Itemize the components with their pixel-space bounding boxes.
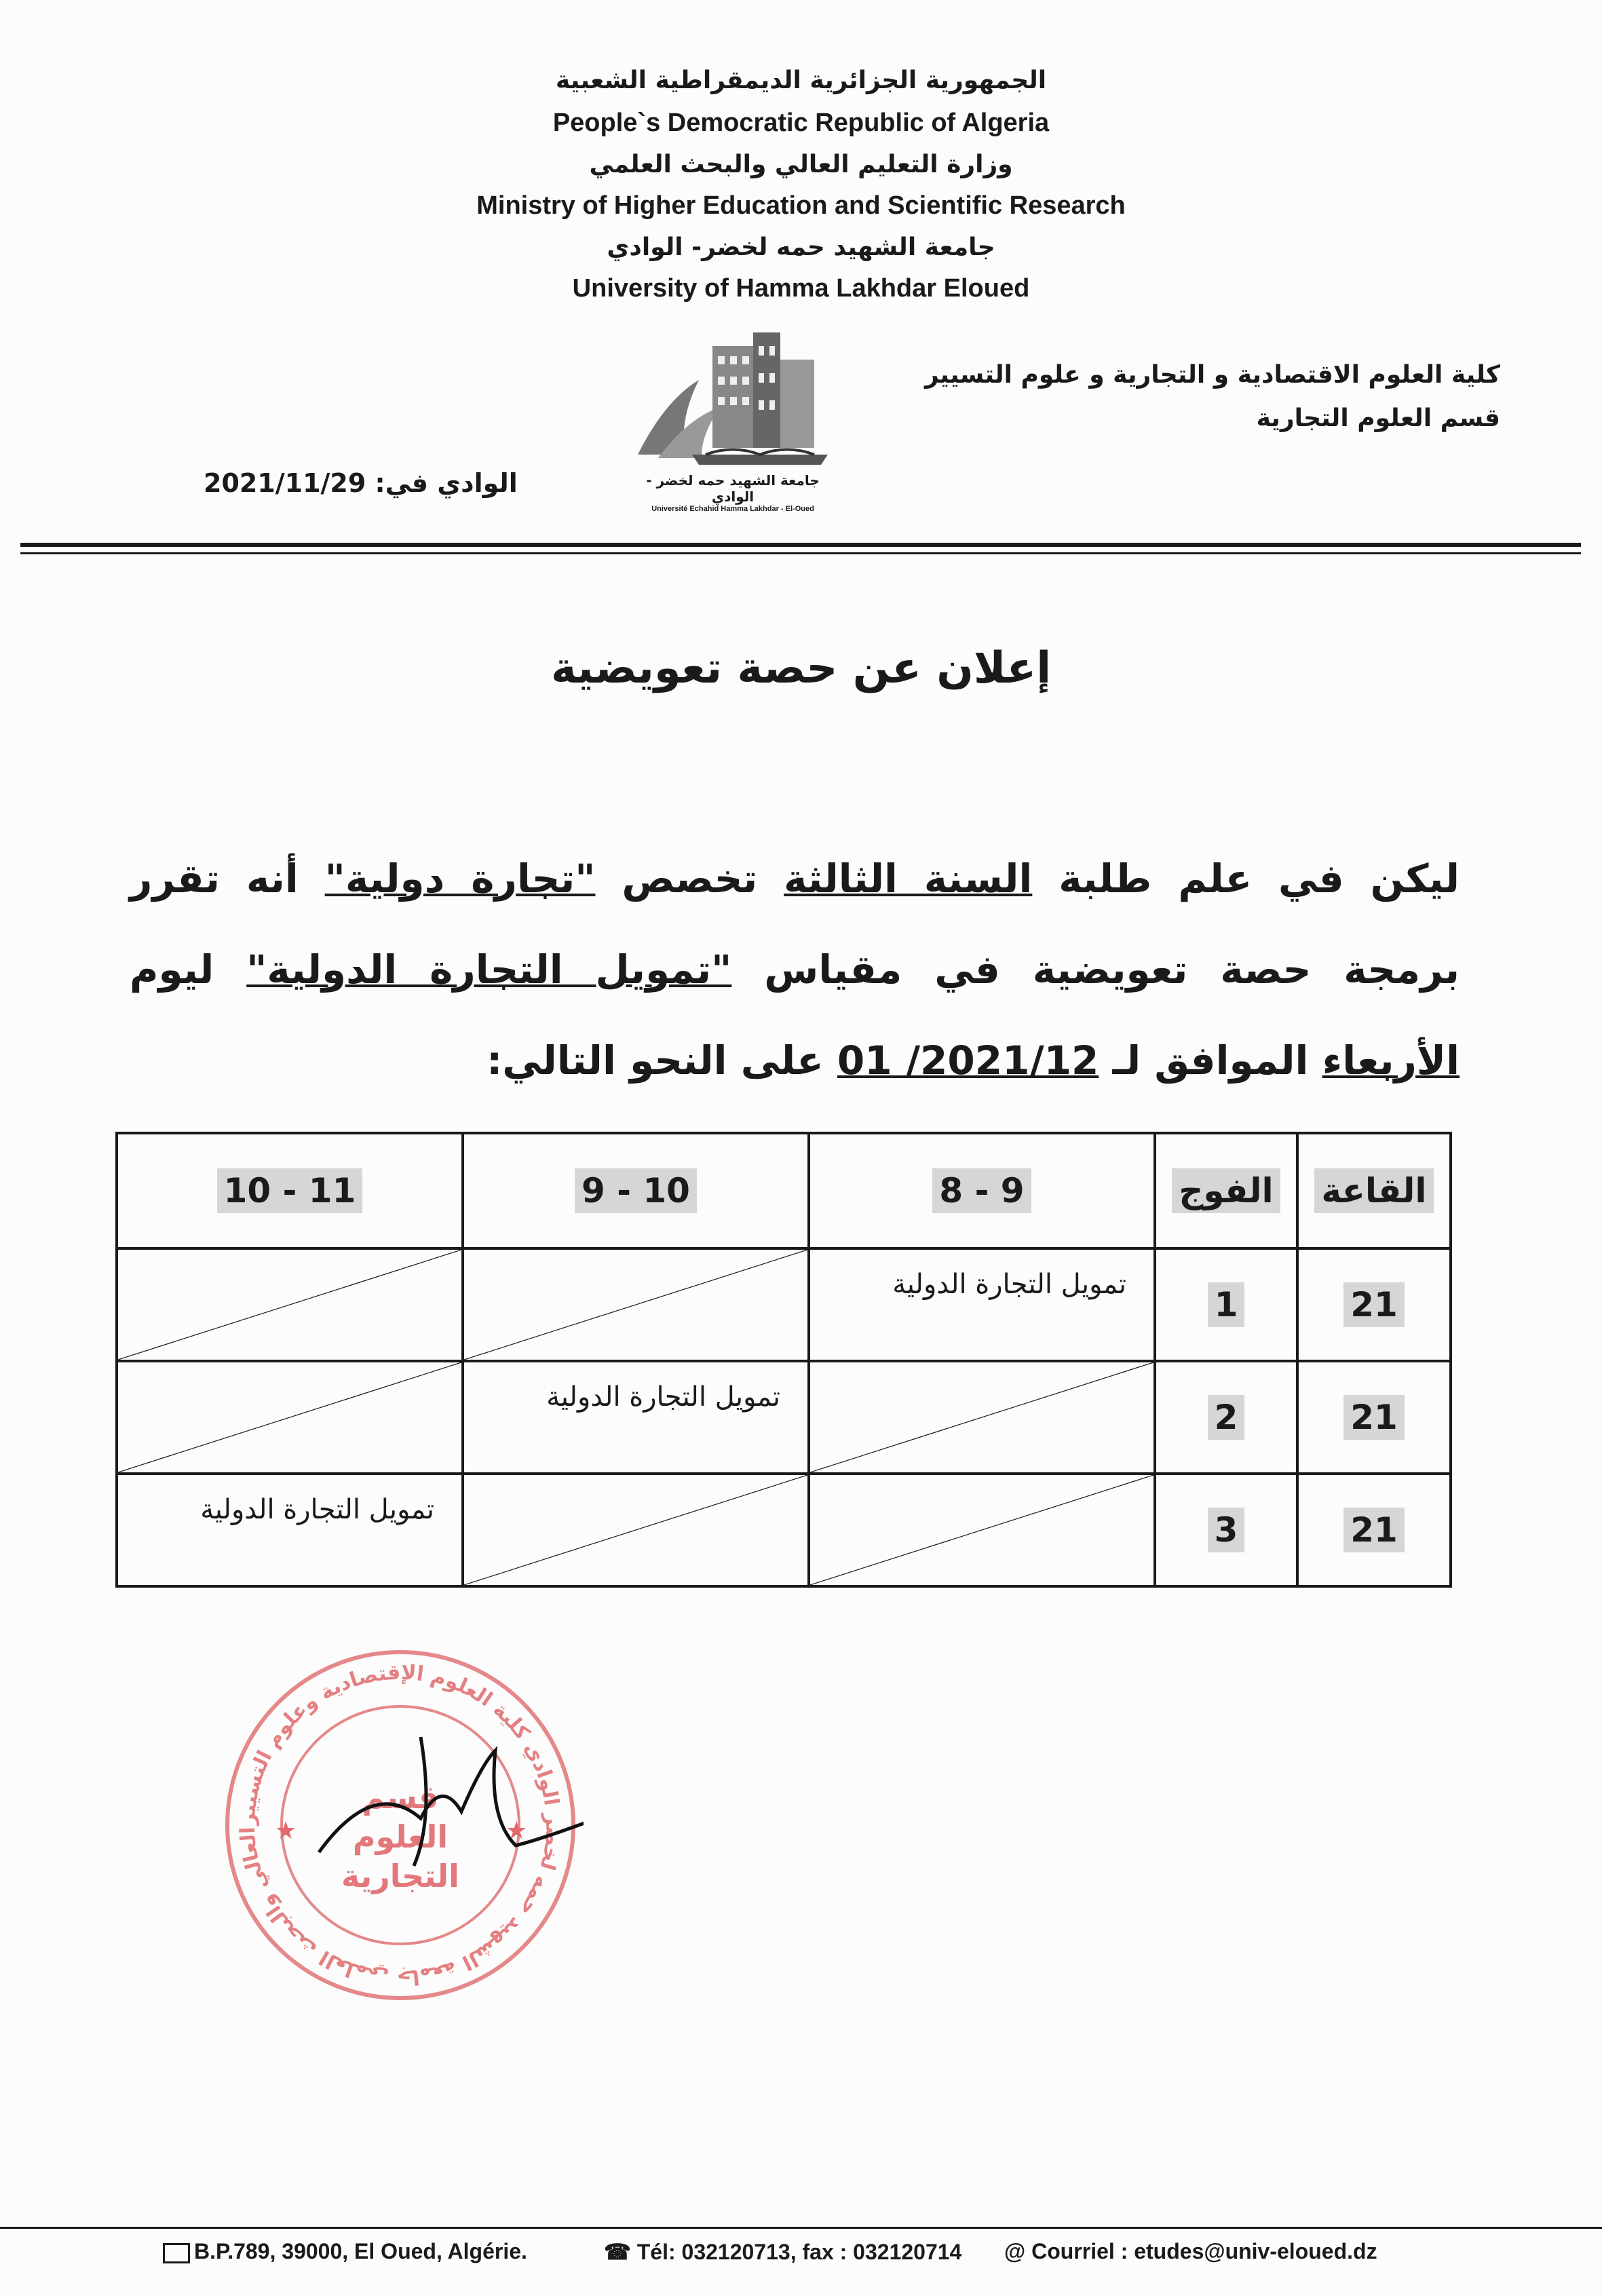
footer-address: B.P.789, 39000, El Oued, Algérie. <box>163 2239 527 2264</box>
republic-en: People`s Democratic Republic of Algeria <box>552 109 1050 137</box>
cell-hall: 21 <box>1297 1474 1451 1586</box>
body-text-1: ليكن في علم طلبة <box>1059 856 1460 902</box>
date-value: 2021/11/29 <box>204 468 366 498</box>
mail-icon <box>163 2243 190 2263</box>
ministry-en: Ministry of Higher Education and Scientific Research <box>476 191 1126 220</box>
header-rule-top <box>20 543 1581 547</box>
cell-empty <box>117 1361 463 1474</box>
announcement-title: إعلان عن حصة تعويضية <box>550 643 1052 693</box>
footer-phone: ☎ Tél: 032120713, fax : 032120714 <box>604 2240 962 2264</box>
department-stamp <box>217 1642 584 2008</box>
schedule-table <box>115 1132 1452 1588</box>
faculty-name: كلية العلوم الاقتصادية و التجارية و علوم التسيير <box>924 361 1500 389</box>
logo-caption-fr: Université Echahid Hamma Lakhdar - El-Oued <box>651 505 814 513</box>
body-text-6: على النحو التالي: <box>487 1037 824 1084</box>
university-logo <box>624 319 841 513</box>
department-name: قسم العلوم التجارية <box>1256 404 1500 432</box>
svg-text:★: ★ <box>275 1817 297 1845</box>
stamp-graphic <box>217 1642 584 2008</box>
body-day: الأربعاء <box>1322 1037 1460 1084</box>
body-session-date: 2021/12/ 01 <box>837 1037 1099 1084</box>
footer-email: @ Courriel : etudes@univ-eloued.dz <box>1004 2239 1377 2263</box>
cell-empty <box>809 1474 1155 1586</box>
announcement-body <box>130 833 1460 1106</box>
header-slot-1: 9 - 8 <box>809 1133 1155 1248</box>
logo-caption-ar: جامعة الشهيد حمه لخضر - الوادي <box>646 472 820 505</box>
ministry-ar: وزارة التعليم العالي والبحث العلمي <box>589 151 1013 178</box>
date-label: الوادي في: <box>375 468 518 498</box>
body-specialty: "تجارة دولية" <box>324 856 596 902</box>
body-text-4: ليوم <box>130 946 214 993</box>
strike-line <box>464 1250 807 1360</box>
logo-graphic <box>624 319 841 475</box>
cell-group: 2 <box>1155 1361 1297 1474</box>
body-module: "تمويل التجارة الدولية" <box>246 946 732 993</box>
cell-empty <box>117 1248 463 1361</box>
strike-line <box>464 1475 807 1585</box>
cell-group: 3 <box>1155 1474 1297 1586</box>
header-group: الفوج <box>1155 1133 1297 1248</box>
stamp-center-text: قسم العلوم التجارية <box>341 1779 459 1894</box>
strike-line <box>810 1362 1153 1472</box>
table-row <box>117 1248 1451 1361</box>
cell-empty <box>463 1474 809 1586</box>
stamp-outer-text: العالي والبحث العلمي جامعة الشهيد حمه لخضر الوادي كلية العلوم الإقتصادية وعلوم التسيير <box>235 1660 565 1990</box>
footer-rule <box>0 2227 1602 2229</box>
cell-hall: 21 <box>1297 1361 1451 1474</box>
cell-empty <box>809 1361 1155 1474</box>
header-slot-3: 11 - 10 <box>117 1133 463 1248</box>
body-year: السنة الثالثة <box>784 856 1033 902</box>
email-icon: @ <box>1004 2239 1026 2263</box>
table-row <box>117 1361 1451 1474</box>
header-rule-bottom <box>20 552 1581 554</box>
svg-text:★: ★ <box>506 1817 528 1845</box>
header-slot-2: 10 - 9 <box>463 1133 809 1248</box>
strike-line <box>810 1475 1153 1585</box>
cell-group: 1 <box>1155 1248 1297 1361</box>
phone-icon: ☎ <box>604 2240 631 2264</box>
republic-ar: الجمهورية الجزائرية الديمقراطية الشعبية <box>555 66 1047 94</box>
body-text-5: الموافق لـ <box>1112 1037 1309 1084</box>
strike-line <box>118 1250 461 1360</box>
header-hall: القاعة <box>1297 1133 1451 1248</box>
cell-subject: تمويل التجارة الدولية <box>117 1474 463 1586</box>
cell-subject: تمويل التجارة الدولية <box>809 1248 1155 1361</box>
table-row <box>117 1474 1451 1586</box>
cell-hall: 21 <box>1297 1248 1451 1361</box>
cell-empty <box>463 1248 809 1361</box>
body-text-2: تخصص <box>622 856 758 902</box>
university-ar: جامعة الشهيد حمه لخضر- الوادي <box>607 233 995 261</box>
table-header-row <box>117 1133 1451 1248</box>
cell-subject: تمويل التجارة الدولية <box>463 1361 809 1474</box>
body-text-3: أنه تقرر برمجة حصة تعويضية في مقياس <box>130 856 1460 993</box>
document-date <box>204 468 518 498</box>
strike-line <box>118 1362 461 1472</box>
university-en: University of Hamma Lakhdar Eloued <box>572 274 1030 303</box>
